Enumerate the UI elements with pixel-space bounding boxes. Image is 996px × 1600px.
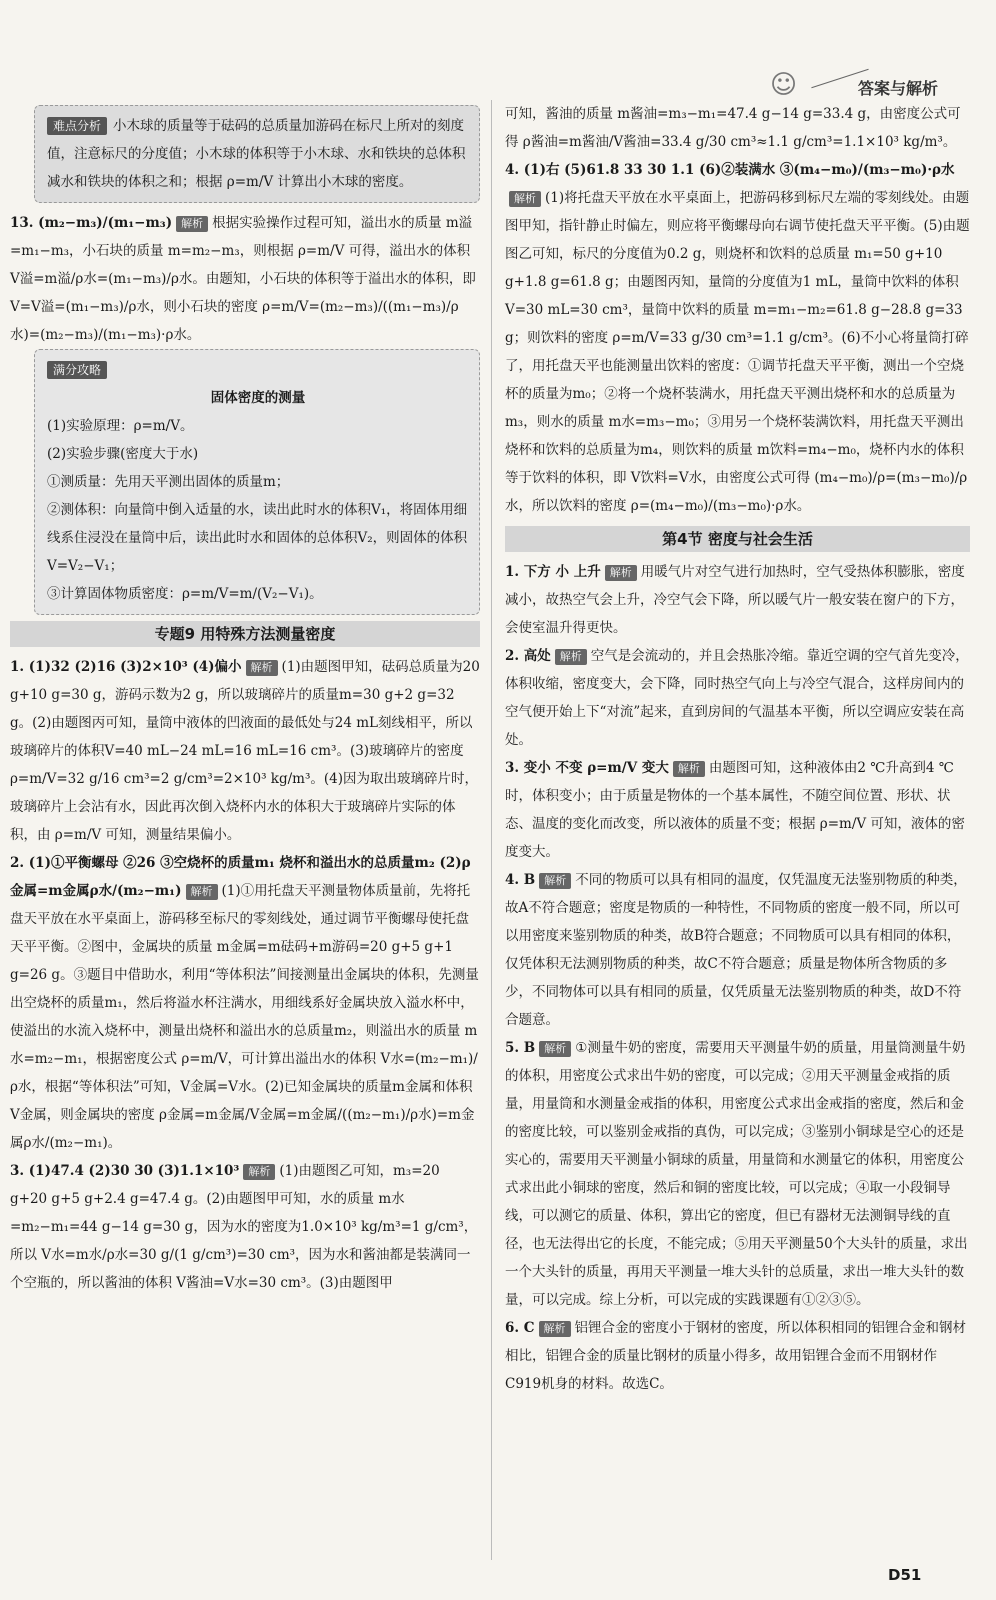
a4-answer: 4. B [505,872,536,888]
question-3 [10,1157,480,1297]
a4-tag: 解析 [539,873,571,889]
q4-tag: 解析 [509,191,541,207]
q2-text: (1)①用托盘天平测量物体质量前，先将托盘天平放在水平桌面上，游码移至标尺的零刻线处，通过调节平衡螺母使托盘天平平衡。②图中，金属块的质量 m金属=m砝码+m游码=20 g+5 g+1 g=26 g。③题目中借助水，利用“等体积法”间接测量出金属块的体积，先测量出空烧杯的质量m₁，然后将溢水杯注满水，用细线系好金属块放入溢水杯中，使溢出的水流入烧杯中，测量出烧杯和溢出水的总质量m₂，则溢出水的质量 m水=m₂−m₁，根据密度公式 ρ=m/V，可计算出溢出水的体积 V水=(m₂−m₁)/ρ水，根据“等体积法”可知，V金属=V水。(2)已知金属块的质量m金属和体积V金属，则金属块的密度 ρ金属=m金属/V金属=m金属/((m₂−m₁)/ρ水)=m金属ρ水/(m₂−m₁)。 [10,883,479,1151]
a2-text: 空气是会流动的，并且会热胀冷缩。靠近空调的空气首先变冷，体积收缩，密度变大，会下降，同时热空气向上与冷空气混合，这样房间内的空气便开始上下“对流”起来，直到房间的气温基本平衡，所以空调应安装在高处。 [505,648,969,748]
q1-tag: 解析 [246,660,278,676]
full-score-line: (2)实验步骤(密度大于水) [47,446,199,462]
header-title: 答案与解析 [858,79,939,98]
difficulty-text: 小木球的质量等于砝码的总质量加游码在标尺上所对的刻度值，注意标尺的分度值；小木球的体积等于小木球、水和铁块的总体积减水和铁块的体积之和；根据 ρ=m/V 计算出小木球的密度。 [47,118,466,190]
q2-answer: 2. (1)①平衡螺母 ②26 ③空烧杯的质量m₁ 烧杯和溢出水的总质量m₂ (2)ρ金属=m金属ρ水/(m₂−m₁) [10,855,471,899]
q3-tag: 解析 [243,1164,275,1180]
section-heading-topic9: 专题9 用特殊方法测量密度 [10,621,480,647]
question-13 [10,209,480,349]
a2-answer: 2. 高处 [505,648,551,664]
a3-text: 由题图可知，这种液体由2 ℃升高到4 ℃时，体积变小；由于质量是物体的一个基本属性，不随空间位置、形状、状态、温度的变化而改变，所以液体的质量不变；根据 ρ=m/V 可知，液体的密度变大。 [505,760,965,860]
a4-text: 不同的物质可以具有相同的温度，仅凭温度无法鉴别物质的种类，故A不符合题意；密度是物质的一种特性，不同物质的密度一般不同，所以可以用密度来鉴别物质的种类，故B符合题意；不同物质可以具有相同的体积，仅凭体积无法测别物质的种类，故C不符合题意；质量是物体所含物质的多少，不同物体可以具有相同的质量，仅凭质量无法鉴别物质的种类，故D不符合题意。 [505,872,967,1028]
page-number: D51 [888,1566,922,1584]
answer-1 [505,558,970,642]
q3-text: (1)由题图乙可知，m₃=20 g+20 g+5 g+2.4 g=47.4 g。(2)由题图甲可知，水的质量 m水=m₂−m₁=44 g−14 g=30 g，因为水的密度为1.0×10³ kg/m³=1 g/cm³，所以 V水=m水/ρ水=30 g/(1 g/cm³)=30 cm³，因为水和酱油都是装满同一个空瓶的，所以酱油的体积 V酱油=V水=30 cm³。(3)由题图甲 [10,1163,478,1291]
answer-2 [505,642,970,754]
a5-text: ①测量牛奶的密度，需要用天平测量牛奶的质量，用量筒测量牛奶的体积，用密度公式求出牛奶的密度，可以完成；②用天平测量金戒指的质量，用量筒和水测量金戒指的体积，用密度公式求出金戒指的密度，然后和金的密度比较，可以鉴别金戒指的真伪，可以完成；③鉴别小铜球是空心的还是实心的，需要用天平测量小铜球的质量，用量筒和水测量它的体积，用密度公式求出此小铜球的密度，然后和铜的密度比较，可以完成；④取一小段铜导线，可以测它的质量、体积，算出它的密度，但已有器材无法测铜导线的直径，也无法得出它的长度，不能完成；⑤用天平测量50个大头针的质量，求出一个大头针的质量，再用天平测量一堆大头针的总质量，求出一堆大头针的数量，可以完成。综上分析，可以完成的实践课题有①②③⑤。 [505,1040,968,1308]
a2-tag: 解析 [555,649,587,665]
question-4 [505,156,970,520]
full-score-title: 固体密度的测量 [210,390,306,406]
a1-tag: 解析 [605,565,637,581]
a3-tag: 解析 [673,761,705,777]
section-heading-4: 第4节 密度与社会生活 [505,526,970,552]
a5-tag: 解析 [539,1041,571,1057]
q1-text: (1)由题图甲知，砝码总质量为20 g+10 g=30 g，游码示数为2 g，所以玻璃碎片的质量m=30 g+2 g=32 g。(2)由题图丙可知，量筒中液体的凹液面的最低处与24 mL刻线相平，所以玻璃碎片的体积V=40 mL−24 mL=16 mL=16 cm³。(3)玻璃碎片的密度 ρ=m/V=32 g/16 cm³=2 g/cm³=2×10³ kg/m³。(4)因为取出玻璃碎片时，玻璃碎片上会沾有水，因此再次倒入烧杯内水的体积大于玻璃碎片实际的体积，由 ρ=m/V 可知，测量结果偏小。 [10,659,480,843]
a1-answer: 1. 下方 小 上升 [505,564,601,580]
q13-tag: 解析 [176,216,208,232]
q1-answer: 1. (1)32 (2)16 (3)2×10³ (4)偏小 [10,659,242,675]
column-divider [491,100,492,1560]
a1-text: 用暖气片对空气进行加热时，空气受热体积膨胀，密度减小，故热空气会上升，冷空气会下降，所以暖气片一般安装在窗户的下方，会使室温升得更快。 [505,564,965,636]
full-score-line: ②测体积：向量筒中倒入适量的水，读出此时水的体积V₁，将固体用细线系住浸没在量筒中后，读出此时水和固体的总体积V₂，则固体的体积V=V₂−V₁； [47,502,468,574]
full-score-line: ③计算固体物质密度：ρ=m/V=m/(V₂−V₁)。 [47,586,323,602]
answer-6 [505,1314,970,1398]
q4-text: (1)将托盘天平放在水平桌面上，把游码移到标尺左端的零刻线处。由题图甲知，指针静止时偏左，则应将平衡螺母向右调节使托盘天平平衡。(5)由题图乙可知，标尺的分度值为0.2 g，则烧杯和饮料的总质量 m₁=50 g+10 g+1.8 g=61.8 g；由题图丙知，量筒的分度值为1 mL，量筒中饮料的体积 V=30 mL=30 cm³，量筒中饮料的质量 m=m₁−m₂=61.8 g−28.8 g=33 g；则饮料的密度 ρ=m/V=33 g/30 cm³=1.1 g/cm³。(6)不小心将量筒打碎了，用托盘天平也能测量出饮料的密度：①调节托盘天平平衡，测出一个空烧杯的质量为m₀；②将一个烧杯装满水，用托盘天平测出烧杯和水的总质量为m₃，则水的质量 m水=m₃−m₀；③用另一个烧杯装满饮料，用托盘天平测出烧杯和饮料的总质量为m₄，则饮料的质量 m饮料=m₄−m₀，烧杯内水的体积等于饮料的体积，即 V饮料=V水，由密度公式可得 (m₄−m₀)/ρ=(m₃−m₀)/ρ水，所以饮料的密度 ρ=(m₄−m₀)/(m₃−m₀)·ρ水。 [505,190,970,514]
a6-answer: 6. C [505,1320,535,1336]
q13-text: 根据实验操作过程可知，溢出水的质量 m溢=m₁−m₃，小石块的质量 m=m₂−m₃，则根据 ρ=m/V 可得，溢出水的体积 V溢=m溢/ρ水=(m₁−m₃)/ρ水。由题知，小石块的体积等于溢出水的体积，即 V=V溢=(m₁−m₃)/ρ水，则小石块的密度 ρ=m/V=(m₂−m₃)/((m₁−m₃)/ρ水)=(m₂−m₃)/(m₁−m₃)·ρ水。 [10,215,476,343]
full-score-line: (1)实验原理：ρ=m/V。 [47,418,194,434]
a5-answer: 5. B [505,1040,536,1056]
left-column [10,105,480,1297]
right-column [505,100,970,1398]
answer-4 [505,866,970,1034]
a6-tag: 解析 [539,1321,571,1337]
a3-answer: 3. 变小 不变 ρ=m/V 变大 [505,760,669,776]
question-2 [10,849,480,1157]
q3-answer: 3. (1)47.4 (2)30 30 (3)1.1×10³ [10,1163,240,1179]
q13-answer: 13. (m₂−m₃)/(m₁−m₃) [10,215,173,231]
q2-tag: 解析 [186,884,218,900]
person-icon: ☺ [770,70,798,100]
full-score-tag: 满分攻略 [47,361,107,379]
a6-text: 铝锂合金的密度小于钢材的密度，所以体积相同的铝锂合金和钢材相比，铝锂合金的质量比钢材的质量小得多，故用铝锂合金而不用钢材作C919机身的材料。故选C。 [505,1320,967,1392]
answer-5 [505,1034,970,1314]
q4-answer: 4. (1)右 (5)61.8 33 30 1.1 (6)②装满水 ③(m₄−m₀)/(m₃−m₀)·ρ水 [505,162,955,178]
q3-continued: 可知，酱油的质量 m酱油=m₃−m₁=47.4 g−14 g=33.4 g，由密度公式可得 ρ酱油=m酱油/V酱油=33.4 g/30 cm³≈1.1 g/cm³=1.1×10³ kg/m³。 [505,106,961,150]
question-1 [10,653,480,849]
page-header [770,58,970,98]
difficulty-tag: 难点分析 [47,117,107,135]
answer-3 [505,754,970,866]
full-score-line: ①测质量：先用天平测出固体的质量m； [47,474,290,490]
full-score-box [34,349,480,615]
difficulty-analysis-box [34,105,480,203]
